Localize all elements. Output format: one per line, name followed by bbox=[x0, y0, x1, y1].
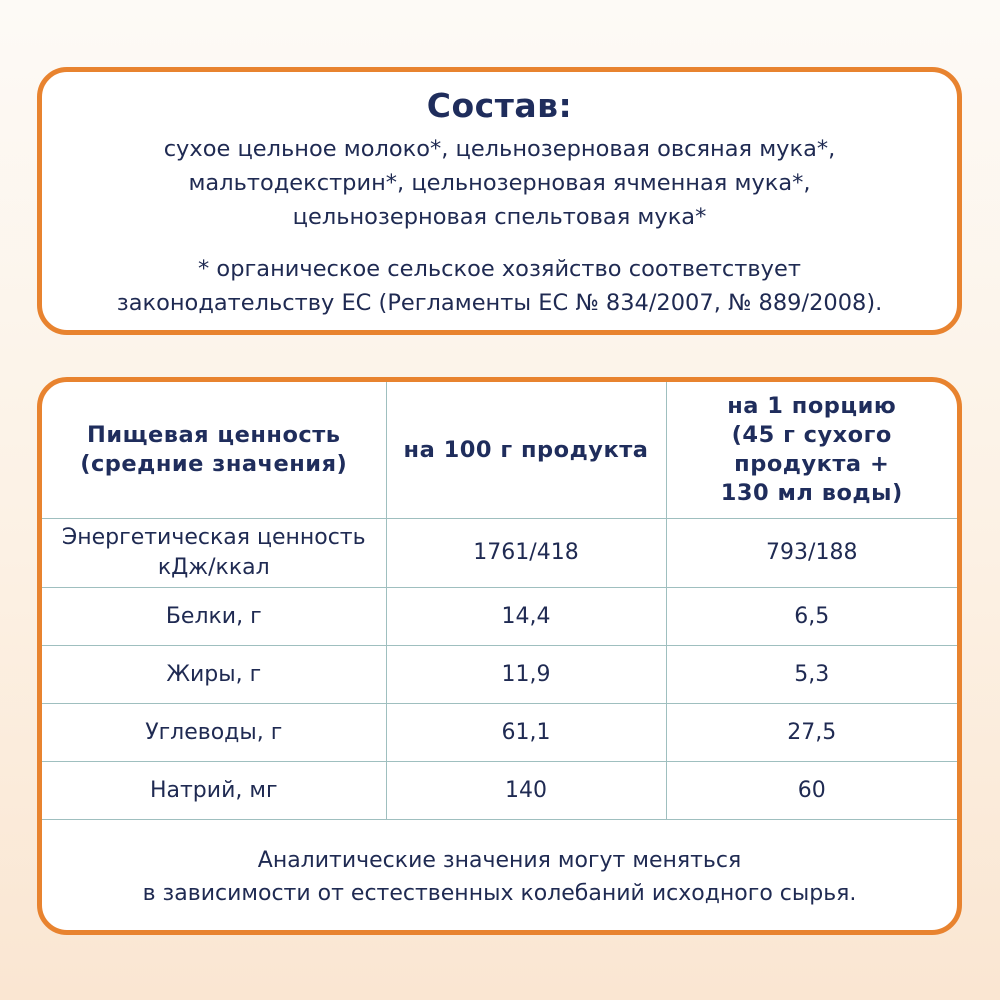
header-nutrient: Пищевая ценность (средние значения) bbox=[42, 382, 386, 519]
ingredients-line: сухое цельное молоко*, цельнозерновая овсяная мука*, bbox=[163, 136, 836, 162]
table-row-protein bbox=[42, 588, 957, 646]
organic-note-line: законодательству ЕС (Регламенты ЕС № 834/2007, № 889/2008). bbox=[116, 290, 883, 316]
nutrition-card bbox=[37, 377, 962, 935]
ingredients-line: цельнозерновая спельтовая мука* bbox=[292, 204, 707, 230]
nutrient-label: Жиры, г bbox=[42, 646, 386, 704]
value-per-portion: 793/188 bbox=[666, 519, 957, 588]
value-per-100g: 1761/418 bbox=[386, 519, 666, 588]
value-per-portion: 6,5 bbox=[666, 588, 957, 646]
composition-card bbox=[37, 67, 962, 335]
header-per-100g: на 100 г продукта bbox=[386, 382, 666, 519]
composition-title: Состав: bbox=[426, 86, 573, 125]
analytical-footnote: Аналитические значения могут меняться в зависимости от естественных колебаний исходного сырья. bbox=[142, 848, 857, 906]
value-per-100g: 140 bbox=[386, 762, 666, 820]
value-per-100g: 61,1 bbox=[386, 704, 666, 762]
table-row-energy bbox=[42, 519, 957, 588]
nutrient-label: Натрий, мг bbox=[42, 762, 386, 820]
value-per-portion: 5,3 bbox=[666, 646, 957, 704]
value-per-100g: 14,4 bbox=[386, 588, 666, 646]
ingredients-list bbox=[42, 132, 957, 234]
organic-note bbox=[42, 252, 957, 320]
value-per-portion: 27,5 bbox=[666, 704, 957, 762]
header-per-portion: на 1 порцию (45 г сухого продукта + 130 мл воды) bbox=[666, 382, 957, 519]
nutrient-label: Белки, г bbox=[42, 588, 386, 646]
table-row-fat bbox=[42, 646, 957, 704]
table-row-carbs bbox=[42, 704, 957, 762]
organic-note-line: * органическое сельское хозяйство соответствует bbox=[198, 256, 801, 282]
value-per-100g: 11,9 bbox=[386, 646, 666, 704]
table-row-sodium bbox=[42, 762, 957, 820]
nutrition-table bbox=[42, 382, 957, 820]
value-per-portion: 60 bbox=[666, 762, 957, 820]
nutrient-label: Энергетическая ценность кДж/ккал bbox=[42, 519, 386, 588]
nutrient-label: Углеводы, г bbox=[42, 704, 386, 762]
table-header-row bbox=[42, 382, 957, 519]
ingredients-line: мальтодекстрин*, цельнозерновая ячменная мука*, bbox=[188, 170, 811, 196]
